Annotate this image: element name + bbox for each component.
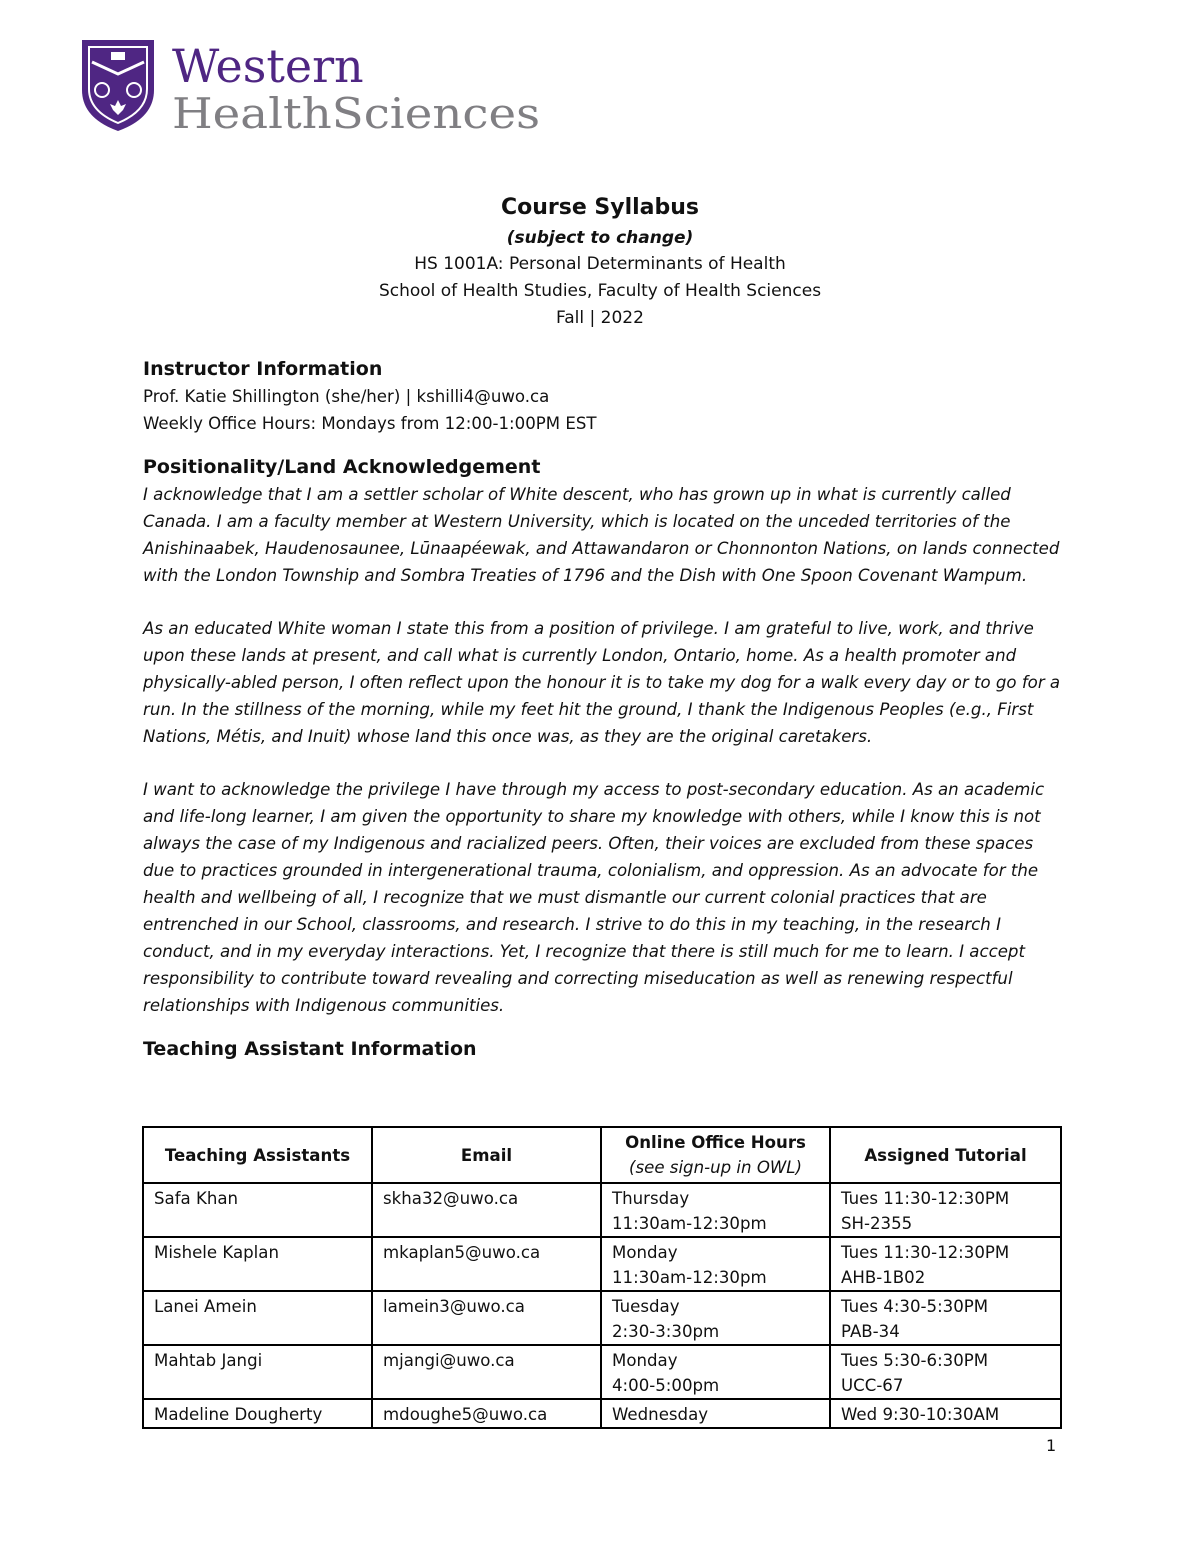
table-header-row <box>143 1127 1061 1183</box>
ta-tutorial <box>830 1399 1061 1428</box>
page-number: 1 <box>1046 1436 1057 1455</box>
table-row <box>143 1399 1061 1428</box>
col-header-hours-label: Online Office Hours <box>625 1133 806 1152</box>
ta-tutorial <box>830 1183 1061 1237</box>
table-row <box>143 1291 1061 1345</box>
office-hours-line: Weekly Office Hours: Mondays from 12:00-1:00PM EST <box>143 414 597 433</box>
positionality-heading: Positionality/Land Acknowledgement <box>143 456 541 478</box>
logo-line-western: Western <box>172 39 364 93</box>
school-name: School of Health Studies, Faculty of Health Sciences <box>378 281 822 301</box>
col-header-tutorial: Assigned Tutorial <box>830 1127 1061 1183</box>
ta-tutorial <box>830 1237 1061 1291</box>
tutorial-time: Tues 4:30-5:30PM <box>841 1297 989 1316</box>
ta-name: Mahtab Jangi <box>143 1345 372 1399</box>
hours-time: 11:30am-12:30pm <box>612 1268 767 1287</box>
land-ack-paragraph-3: I want to acknowledge the privilege I have through my access to post-secondary education. As an academic and life-long learner, I am given the opportunity to share my knowledge with others, while I know this is not always the case of my Indigenous and racialized peers. Often, their voices are excluded from these spaces due to practices grounded in intergenerational trauma, colonialism, and oppression. As an advocate for the health and wellbeing of all, I recognize that we must dismantle our current colonial practices that are entrenched in our School, classrooms, and research. I strive to do this in my teaching, in the research I conduct, and in my everyday interactions. Yet, I recognize that there is still much for me to learn. I accept responsibility to contribute toward revealing and correcting miseducation as well as renewing respectful relationships with Indigenous communities. <box>143 780 1045 1015</box>
ta-office-hours <box>601 1399 830 1428</box>
hours-time: 11:30am-12:30pm <box>612 1214 767 1233</box>
tutorial-room: PAB-34 <box>841 1322 900 1341</box>
hours-day: Monday <box>612 1351 678 1370</box>
hours-day: Tuesday <box>612 1297 680 1316</box>
course-code: HS 1001A: Personal Determinants of Health <box>414 254 786 274</box>
ta-email: mdoughe5@uwo.ca <box>372 1399 601 1428</box>
hours-time: 4:00-5:00pm <box>612 1376 720 1395</box>
ta-office-hours <box>601 1183 830 1237</box>
ta-email: mjangi@uwo.ca <box>372 1345 601 1399</box>
table-row <box>143 1237 1061 1291</box>
tutorial-time: Tues 5:30-6:30PM <box>841 1351 989 1370</box>
ta-email: lamein3@uwo.ca <box>372 1291 601 1345</box>
ta-office-hours <box>601 1345 830 1399</box>
tutorial-room: SH-2355 <box>841 1214 913 1233</box>
instructor-name-line: Prof. Katie Shillington (she/her) | kshilli4@uwo.ca <box>143 387 550 406</box>
table-row <box>143 1345 1061 1399</box>
ta-name: Mishele Kaplan <box>143 1237 372 1291</box>
ta-email: mkaplan5@uwo.ca <box>372 1237 601 1291</box>
land-ack-paragraph-2: As an educated White woman I state this from a position of privilege. I am grateful to live, work, and thrive upon these lands at present, and call what is currently London, Ontario, home. As a health promoter and physically-abled person, I often reflect upon the honour it is to take my dog for a walk every day or to go for a run. In the stillness of the morning, while my feet hit the ground, I thank the Indigenous Peoples (e.g., First Nations, Métis, and Inuit) whose land this once was, as they are the original caretakers. <box>143 619 1061 746</box>
ta-name: Madeline Dougherty <box>143 1399 372 1428</box>
syllabus-content <box>143 355 1063 1063</box>
crest-icon <box>82 40 154 131</box>
col-header-hours <box>601 1127 830 1183</box>
logo-line-healthsciences: HealthSciences <box>172 89 540 133</box>
col-header-hours-note: (see sign-up in OWL) <box>628 1158 803 1177</box>
term: Fall | 2022 <box>556 308 644 328</box>
ta-table <box>142 1126 1062 1429</box>
table-row <box>143 1183 1061 1237</box>
syllabus-header <box>0 193 1200 332</box>
col-header-name: Teaching Assistants <box>143 1127 372 1183</box>
page-title: Course Syllabus <box>500 195 700 220</box>
hours-day: Monday <box>612 1243 678 1262</box>
page-subtitle: (subject to change) <box>506 228 694 248</box>
tutorial-room: AHB-1B02 <box>841 1268 926 1287</box>
hours-day: Wednesday <box>612 1405 709 1424</box>
ta-name: Lanei Amein <box>143 1291 372 1345</box>
tutorial-time: Tues 11:30-12:30PM <box>841 1243 1010 1262</box>
ta-email: skha32@uwo.ca <box>372 1183 601 1237</box>
instructor-heading: Instructor Information <box>143 358 383 380</box>
col-header-email: Email <box>372 1127 601 1183</box>
ta-tutorial <box>830 1345 1061 1399</box>
tutorial-time: Tues 11:30-12:30PM <box>841 1189 1010 1208</box>
tutorial-room: UCC-67 <box>841 1376 904 1395</box>
ta-office-hours <box>601 1237 830 1291</box>
hours-day: Thursday <box>612 1189 690 1208</box>
tutorial-time: Wed 9:30-10:30AM <box>841 1405 1000 1424</box>
ta-name: Safa Khan <box>143 1183 372 1237</box>
ta-heading: Teaching Assistant Information <box>143 1038 477 1060</box>
land-ack-paragraph-1: I acknowledge that I am a settler scholar of White descent, who has grown up in what is currently called Canada. I am a faculty member at Western University, which is located on the unceded territories of the Anishinaabek, Haudenosaunee, Lūnaapéewak, and Attawandaron or Chonnonton Nations, on lands connected with the London Township and Sombra Treaties of 1796 and the Dish with One Spoon Covenant Wampum. <box>143 485 1060 585</box>
hours-time: 2:30-3:30pm <box>612 1322 720 1341</box>
ta-tutorial <box>830 1291 1061 1345</box>
western-health-sciences-logo <box>80 38 550 133</box>
ta-office-hours <box>601 1291 830 1345</box>
